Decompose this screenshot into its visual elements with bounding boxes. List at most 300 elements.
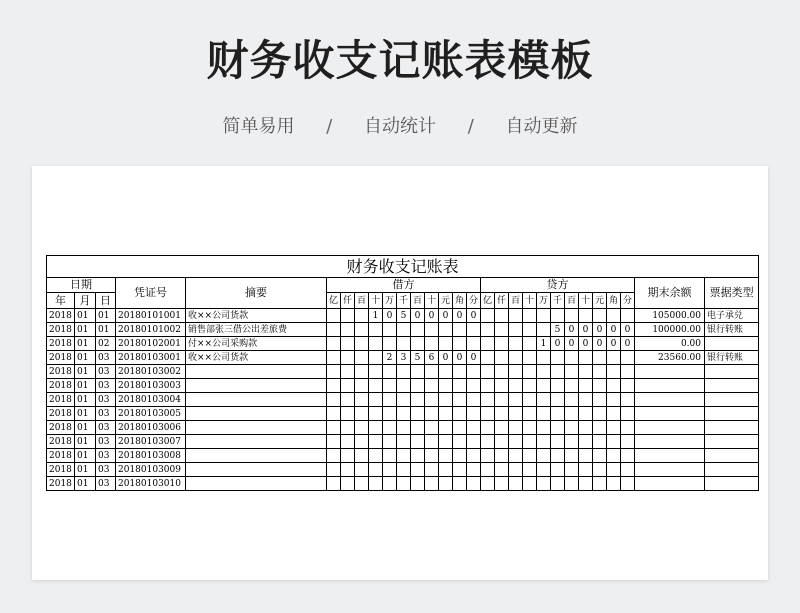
credit-digit-cell [565,421,579,435]
debit-digit-cell [411,379,425,393]
year-cell: 2018 [47,435,75,449]
debit-digit-cell [453,421,467,435]
debit-digit-cell [453,379,467,393]
debit-digit-cell [425,477,439,491]
summary-cell [186,407,327,421]
debit-digit-cell [467,393,481,407]
credit-unit-header: 千 [551,293,565,309]
debit-digit-cell [355,309,369,323]
credit-digit-cell [523,379,537,393]
day-cell: 02 [96,337,116,351]
credit-digit-cell [495,337,509,351]
debit-digit-cell [467,449,481,463]
debit-digit-cell [425,365,439,379]
voucher-cell: 20180103002 [116,365,186,379]
debit-digit-cell [341,435,355,449]
day-header: 日 [96,293,116,309]
debit-digit-cell [341,407,355,421]
credit-digit-cell [593,463,607,477]
credit-digit-cell: 0 [565,323,579,337]
credit-digit-cell [481,365,495,379]
debit-digit-cell [425,449,439,463]
debit-unit-header: 亿 [327,293,341,309]
balance-cell: 23560.00 [635,351,705,365]
credit-digit-cell [593,477,607,491]
debit-digit-cell [369,379,383,393]
debit-digit-cell: 6 [425,351,439,365]
debit-digit-cell [327,421,341,435]
debit-digit-cell [341,337,355,351]
credit-digit-cell [607,393,621,407]
debit-digit-cell [355,337,369,351]
debit-digit-cell: 1 [369,309,383,323]
credit-digit-cell [509,379,523,393]
table-row [47,463,759,477]
summary-cell [186,365,327,379]
voucher-cell: 20180101002 [116,323,186,337]
debit-digit-cell [369,351,383,365]
debit-digit-cell [341,309,355,323]
credit-unit-header: 元 [593,293,607,309]
table-row [47,421,759,435]
credit-digit-cell [565,477,579,491]
month-cell: 01 [75,421,96,435]
day-cell: 01 [96,309,116,323]
summary-cell: 付××公司采购款 [186,337,327,351]
credit-digit-cell [593,351,607,365]
credit-digit-cell: 5 [551,323,565,337]
month-header: 月 [75,293,96,309]
debit-digit-cell [355,379,369,393]
credit-digit-cell [537,477,551,491]
debit-digit-cell [327,449,341,463]
credit-digit-cell [579,407,593,421]
summary-cell: 销售部张三借公出差旅费 [186,323,327,337]
debit-digit-cell [327,463,341,477]
debit-digit-cell: 5 [411,351,425,365]
date-header: 日期 [47,278,116,293]
credit-digit-cell [551,407,565,421]
credit-digit-cell [509,337,523,351]
debit-digit-cell [369,407,383,421]
debit-digit-cell [467,463,481,477]
credit-digit-cell [593,407,607,421]
debit-digit-cell [397,379,411,393]
debit-digit-cell [369,449,383,463]
credit-digit-cell [481,407,495,421]
debit-digit-cell [355,449,369,463]
debit-digit-cell [341,351,355,365]
credit-digit-cell [537,351,551,365]
debit-digit-cell [439,379,453,393]
credit-digit-cell [607,477,621,491]
credit-digit-cell [481,323,495,337]
year-cell: 2018 [47,351,75,365]
debit-digit-cell [439,435,453,449]
credit-digit-cell [495,421,509,435]
credit-digit-cell [495,463,509,477]
year-cell: 2018 [47,393,75,407]
debit-digit-cell [411,365,425,379]
debit-digit-cell [411,323,425,337]
credit-digit-cell [565,309,579,323]
credit-digit-cell [523,337,537,351]
voucher-cell: 20180103010 [116,477,186,491]
credit-digit-cell [593,365,607,379]
debit-digit-cell [453,323,467,337]
day-cell: 03 [96,407,116,421]
debit-digit-cell [383,463,397,477]
summary-cell: 收××公司货款 [186,351,327,365]
day-cell: 03 [96,421,116,435]
balance-cell [635,421,705,435]
debit-unit-header: 千 [397,293,411,309]
debit-digit-cell [327,351,341,365]
voucher-cell: 20180103006 [116,421,186,435]
month-cell: 01 [75,365,96,379]
credit-digit-cell: 0 [593,337,607,351]
debit-digit-cell [425,463,439,477]
balance-cell [635,449,705,463]
balance-cell [635,477,705,491]
credit-digit-cell [523,309,537,323]
year-cell: 2018 [47,407,75,421]
debit-digit-cell [397,365,411,379]
credit-digit-cell [481,379,495,393]
month-cell: 01 [75,309,96,323]
credit-header: 贷方 [481,278,635,293]
credit-digit-cell [551,449,565,463]
debit-digit-cell [411,421,425,435]
debit-header: 借方 [327,278,481,293]
credit-digit-cell [593,421,607,435]
credit-digit-cell [621,463,635,477]
credit-digit-cell [537,393,551,407]
credit-digit-cell [579,477,593,491]
debit-digit-cell [327,393,341,407]
month-cell: 01 [75,351,96,365]
debit-digit-cell [397,435,411,449]
debit-digit-cell [467,421,481,435]
credit-unit-header: 分 [621,293,635,309]
debit-digit-cell [439,463,453,477]
credit-digit-cell [621,365,635,379]
credit-digit-cell [523,407,537,421]
note-type-header: 票据类型 [705,278,759,309]
credit-digit-cell [551,421,565,435]
debit-digit-cell [327,477,341,491]
debit-digit-cell [355,393,369,407]
debit-digit-cell [397,323,411,337]
day-cell: 03 [96,435,116,449]
credit-digit-cell [481,309,495,323]
credit-unit-header: 百 [509,293,523,309]
summary-cell [186,477,327,491]
debit-digit-cell [467,435,481,449]
debit-digit-cell [411,435,425,449]
debit-digit-cell [341,323,355,337]
credit-digit-cell [537,365,551,379]
feature-easy: 简单易用 [222,116,295,137]
credit-digit-cell [495,477,509,491]
table-row [47,435,759,449]
debit-unit-header: 仟 [341,293,355,309]
credit-digit-cell [495,407,509,421]
credit-digit-cell [607,407,621,421]
debit-digit-cell [425,337,439,351]
table-row [47,323,759,337]
debit-digit-cell [397,407,411,421]
credit-digit-cell [621,379,635,393]
voucher-header: 凭证号 [116,278,186,309]
credit-digit-cell [509,365,523,379]
debit-digit-cell [453,449,467,463]
debit-digit-cell: 0 [383,309,397,323]
credit-digit-cell [579,449,593,463]
ledger-title: 财务收支记账表 [47,256,759,278]
credit-digit-cell: 1 [537,337,551,351]
credit-digit-cell: 0 [621,337,635,351]
debit-digit-cell [327,435,341,449]
credit-digit-cell [551,365,565,379]
summary-cell [186,449,327,463]
credit-digit-cell [607,463,621,477]
note-type-cell [705,449,759,463]
credit-digit-cell [607,435,621,449]
summary-cell [186,463,327,477]
credit-digit-cell [621,477,635,491]
debit-digit-cell [467,477,481,491]
table-row [47,477,759,491]
credit-digit-cell [551,477,565,491]
note-type-cell [705,393,759,407]
credit-digit-cell [509,323,523,337]
debit-digit-cell [383,421,397,435]
note-type-cell [705,477,759,491]
credit-digit-cell [593,435,607,449]
credit-digit-cell: 0 [551,337,565,351]
debit-digit-cell [327,309,341,323]
note-type-cell [705,421,759,435]
month-cell: 01 [75,477,96,491]
year-cell: 2018 [47,379,75,393]
debit-digit-cell [411,463,425,477]
credit-digit-cell [537,435,551,449]
month-cell: 01 [75,337,96,351]
debit-digit-cell [453,463,467,477]
table-row [47,449,759,463]
debit-digit-cell [397,337,411,351]
credit-digit-cell [495,365,509,379]
credit-digit-cell [481,477,495,491]
day-cell: 03 [96,365,116,379]
year-header: 年 [47,293,75,309]
balance-cell: 100000.00 [635,323,705,337]
day-cell: 03 [96,379,116,393]
credit-digit-cell [593,449,607,463]
summary-cell [186,393,327,407]
credit-digit-cell [579,365,593,379]
ledger-preview-card [32,166,768,580]
debit-digit-cell [453,337,467,351]
day-cell: 01 [96,323,116,337]
balance-cell [635,379,705,393]
note-type-cell: 银行转账 [705,323,759,337]
credit-digit-cell [509,309,523,323]
credit-digit-cell [621,407,635,421]
credit-digit-cell [579,421,593,435]
credit-digit-cell [607,421,621,435]
voucher-cell: 20180103008 [116,449,186,463]
credit-digit-cell [523,449,537,463]
debit-digit-cell: 3 [397,351,411,365]
feature-list [0,112,800,138]
debit-digit-cell [411,449,425,463]
credit-digit-cell [621,309,635,323]
credit-unit-header: 角 [607,293,621,309]
debit-digit-cell [355,351,369,365]
debit-digit-cell [355,407,369,421]
summary-cell [186,379,327,393]
credit-digit-cell [495,309,509,323]
credit-digit-cell [509,421,523,435]
debit-digit-cell [327,337,341,351]
credit-digit-cell [593,379,607,393]
balance-cell [635,435,705,449]
voucher-cell: 20180103001 [116,351,186,365]
debit-digit-cell: 0 [453,309,467,323]
debit-digit-cell [341,421,355,435]
credit-digit-cell [551,351,565,365]
note-type-cell [705,463,759,477]
credit-digit-cell [509,477,523,491]
credit-digit-cell [551,379,565,393]
credit-digit-cell [607,309,621,323]
debit-digit-cell [425,421,439,435]
credit-digit-cell [607,379,621,393]
credit-digit-cell [523,421,537,435]
credit-digit-cell [523,435,537,449]
note-type-cell [705,407,759,421]
debit-unit-header: 万 [383,293,397,309]
debit-digit-cell [411,407,425,421]
debit-digit-cell [439,407,453,421]
credit-digit-cell [481,463,495,477]
ledger-table [46,255,759,491]
credit-digit-cell [523,463,537,477]
month-cell: 01 [75,463,96,477]
credit-digit-cell [551,393,565,407]
debit-digit-cell [383,365,397,379]
page-title: 财务收支记账表模板 [206,36,594,85]
credit-digit-cell [551,309,565,323]
debit-digit-cell [453,407,467,421]
debit-digit-cell [369,435,383,449]
day-cell: 03 [96,463,116,477]
debit-digit-cell [383,477,397,491]
credit-digit-cell [523,351,537,365]
debit-digit-cell [383,323,397,337]
year-cell: 2018 [47,421,75,435]
credit-digit-cell [579,309,593,323]
day-cell: 03 [96,477,116,491]
credit-digit-cell [495,379,509,393]
table-row [47,393,759,407]
credit-digit-cell [607,449,621,463]
debit-digit-cell: 2 [383,351,397,365]
credit-digit-cell [579,351,593,365]
note-type-cell [705,435,759,449]
table-row [47,379,759,393]
day-cell: 03 [96,393,116,407]
credit-digit-cell [481,351,495,365]
debit-digit-cell [425,323,439,337]
month-cell: 01 [75,323,96,337]
debit-digit-cell [369,337,383,351]
voucher-cell: 20180103009 [116,463,186,477]
debit-digit-cell [397,393,411,407]
table-row [47,407,759,421]
credit-digit-cell [523,393,537,407]
debit-digit-cell [327,407,341,421]
debit-digit-cell [341,365,355,379]
debit-digit-cell: 5 [397,309,411,323]
credit-digit-cell [621,449,635,463]
balance-header: 期末余额 [635,278,705,309]
debit-digit-cell [341,393,355,407]
debit-digit-cell [453,365,467,379]
credit-digit-cell [523,477,537,491]
credit-digit-cell [537,463,551,477]
feature-separator: / [326,116,333,137]
debit-digit-cell: 0 [439,351,453,365]
debit-digit-cell [411,477,425,491]
credit-digit-cell [537,323,551,337]
table-row [47,337,759,351]
debit-unit-header: 角 [453,293,467,309]
debit-digit-cell [383,449,397,463]
credit-digit-cell [509,351,523,365]
credit-digit-cell [607,351,621,365]
credit-unit-header: 仟 [495,293,509,309]
debit-digit-cell [453,393,467,407]
day-cell: 03 [96,351,116,365]
debit-digit-cell: 0 [453,351,467,365]
table-row [47,351,759,365]
debit-digit-cell [383,407,397,421]
debit-digit-cell: 0 [411,309,425,323]
debit-digit-cell [439,393,453,407]
year-cell: 2018 [47,337,75,351]
credit-digit-cell: 0 [579,323,593,337]
summary-header: 摘要 [186,278,327,309]
debit-digit-cell [467,323,481,337]
credit-digit-cell [579,435,593,449]
debit-unit-header: 百 [355,293,369,309]
debit-digit-cell [369,477,383,491]
table-row [47,365,759,379]
debit-digit-cell [453,435,467,449]
debit-digit-cell [439,477,453,491]
credit-digit-cell: 0 [621,323,635,337]
balance-cell [635,393,705,407]
debit-digit-cell [439,323,453,337]
summary-cell [186,421,327,435]
credit-digit-cell [537,379,551,393]
month-cell: 01 [75,379,96,393]
debit-digit-cell [369,365,383,379]
credit-digit-cell [509,463,523,477]
